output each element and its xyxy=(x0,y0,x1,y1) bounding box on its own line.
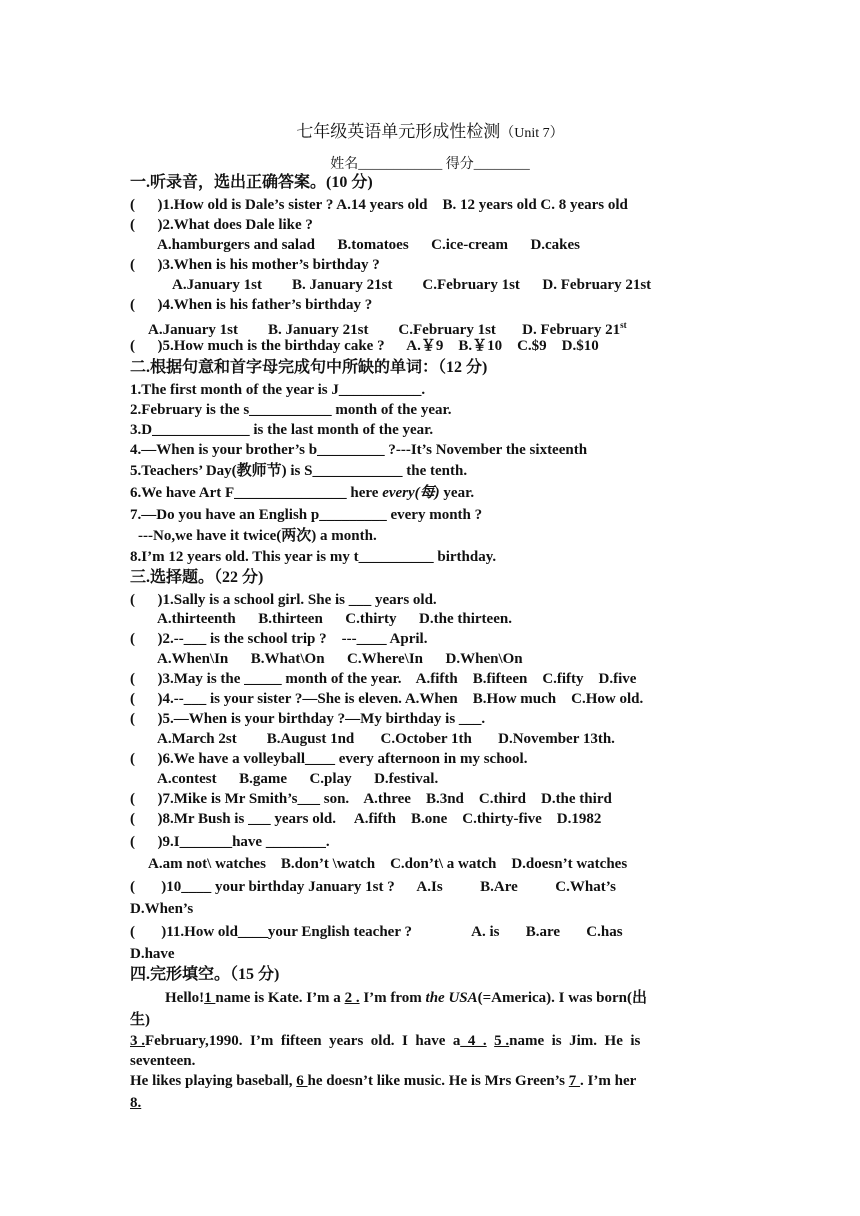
question-line: ( )10____ your birthday January 1st ? A.Is B.Are C.What’s xyxy=(130,879,616,895)
title-text: 七年级英语单元形成性检测 xyxy=(296,122,501,141)
passage-line: 8. xyxy=(130,1095,142,1111)
question-line: 6.We have Art F_______________ here every(每) year. xyxy=(130,485,475,501)
question-line: ( )1.How old is Dale’s sister ? A.14 years old B. 12 years old C. 8 years old xyxy=(130,197,628,213)
question-line: ( )4.When is his father’s birthday ? xyxy=(130,297,373,313)
title-unit: （Unit 7） xyxy=(500,126,564,141)
section-1-heading: 一.听录音，选出正确答案。(10 分) xyxy=(130,174,373,191)
options-line: A.January 1st B. January 21st C.February 1st D. February 21st xyxy=(148,320,627,338)
question-line: 4.—When is your brother’s b_________ ?---It’s November the sixteenth xyxy=(130,442,588,458)
question-line: 8.I’m 12 years old. This year is my t__________ birthday. xyxy=(130,549,497,565)
options-line: A.March 2st B.August 1nd C.October 1th D.November 13th. xyxy=(157,731,615,747)
options-line: A.When\In B.What\On C.Where\In D.When\On xyxy=(157,651,523,667)
question-line: ( )9.I_______have ________. xyxy=(130,834,330,850)
section-2-heading: 二.根据句意和首字母完成句中所缺的单词：（12 分) xyxy=(130,359,488,376)
question-line: ( )4.--___ is your sister ?—She is eleven. A.When B.How much C.How old. xyxy=(130,691,644,707)
page-title xyxy=(0,117,860,142)
question-line: 3.D_____________ is the last month of the year. xyxy=(130,422,434,438)
section-4-heading: 四.完形填空。（15 分) xyxy=(130,966,280,983)
question-line: ( )6.We have a volleyball____ every afternoon in my school. xyxy=(130,751,528,767)
passage-line: He likes playing baseball, 6 he doesn’t like music. He is Mrs Green’s 7 . I’m her xyxy=(130,1073,637,1089)
name-score-line: 姓名____________ 得分________ xyxy=(330,157,530,172)
question-line: ( )3.When is his mother’s birthday ? xyxy=(130,257,380,273)
options-line: A.contest B.game C.play D.festival. xyxy=(157,771,439,787)
question-line: ( )5.—When is your birthday ?—My birthday is ___. xyxy=(130,711,486,727)
question-line: ( )3.May is the _____ month of the year. A.fifth B.fifteen C.fifty D.five xyxy=(130,671,637,687)
passage-line: seventeen. xyxy=(130,1053,196,1069)
question-line: 7.—Do you have an English p_________ every month ? xyxy=(130,507,483,523)
question-line: ( )2.--___ is the school trip ? ---____ April. xyxy=(130,631,428,647)
options-line: A.thirteenth B.thirteen C.thirty D.the thirteen. xyxy=(157,611,512,627)
question-line: ( )2.What does Dale like ? xyxy=(130,217,313,233)
question-line: ( )8.Mr Bush is ___ years old. A.fifth B.one C.thirty-five D.1982 xyxy=(130,811,602,827)
question-line: 5.Teachers’ Day(教师节) is S____________ the tenth. xyxy=(130,463,468,479)
passage-line: 3 .February,1990. I’m fifteen years old. I have a_4_. 5 .name is Jim. He is xyxy=(130,1033,641,1049)
question-line: ---No,we have it twice(两次) a month. xyxy=(138,528,377,544)
options-line: D.When’s xyxy=(130,901,194,917)
section-3-heading: 三.选择题。（22 分) xyxy=(130,569,264,586)
question-line: 1.The first month of the year is J___________. xyxy=(130,382,426,398)
options-line: A.hamburgers and salad B.tomatoes C.ice-cream D.cakes xyxy=(157,237,581,253)
question-line: ( )7.Mike is Mr Smith’s___ son. A.three B.3nd C.third D.the third xyxy=(130,791,612,807)
question-line: ( )5.How much is the birthday cake ? A.￥9 B.￥10 C.$9 D.$10 xyxy=(130,338,599,354)
options-line: A.January 1st B. January 21st C.February 1st D. February 21st xyxy=(172,277,652,293)
options-line: A.am not\ watches B.don’t \watch C.don’t\ a watch D.doesn’t watches xyxy=(148,856,628,872)
question-line: ( )1.Sally is a school girl. She is ___ years old. xyxy=(130,592,437,608)
passage-line: Hello!1 name is Kate. I’m a 2 . I’m from the USA(=America). I was born(出 xyxy=(165,990,647,1006)
passage-line: 生) xyxy=(130,1012,150,1028)
options-line: D.have xyxy=(130,946,175,962)
question-line: 2.February is the s___________ month of the year. xyxy=(130,402,452,418)
question-line: ( )11.How old____your English teacher ? A. is B.are C.has xyxy=(130,924,623,940)
